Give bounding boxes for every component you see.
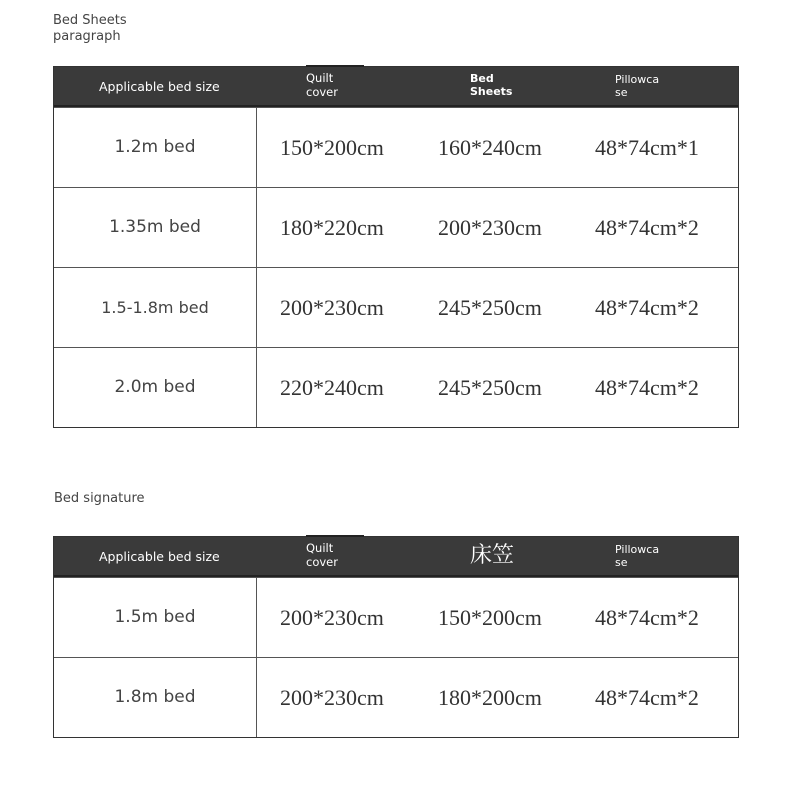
header-quilt-cover: Quilt cover (306, 541, 338, 569)
cell-bed-size: 1.35m bed (109, 217, 201, 237)
cell-fitted-sheet: 150*200cm (438, 605, 542, 630)
table-row (54, 267, 738, 347)
cell-quilt-cover: 200*230cm (280, 685, 384, 710)
cell-pillowcase: 48*74cm*2 (595, 375, 699, 400)
cell-bed-size: 2.0m bed (114, 377, 196, 397)
cell-bed-size: 1.2m bed (114, 137, 196, 157)
cell-pillowcase: 48*74cm*2 (595, 605, 699, 630)
header-pillowcase: Pillowca se (615, 73, 660, 99)
cell-pillowcase: 48*74cm*2 (595, 685, 699, 710)
bed-signature-size-table (53, 536, 739, 738)
cell-pillowcase: 48*74cm*2 (595, 295, 699, 320)
table-header (54, 537, 738, 577)
cell-bed-size: 1.5m bed (114, 607, 196, 627)
table-row (54, 347, 738, 427)
header-fitted-sheet: 床笠 (470, 543, 515, 568)
cell-bed-sheets: 200*230cm (438, 215, 542, 240)
header-pillowcase: Pillowca se (615, 543, 660, 569)
cell-quilt-cover: 220*240cm (280, 375, 384, 400)
cell-bed-sheets: 245*250cm (438, 295, 542, 320)
cell-quilt-cover: 200*230cm (280, 295, 384, 320)
table-row (54, 187, 738, 267)
cell-pillowcase: 48*74cm*2 (595, 215, 699, 240)
table-row (54, 657, 738, 737)
cell-bed-sheets: 245*250cm (438, 375, 542, 400)
cell-quilt-cover: 180*220cm (280, 215, 384, 240)
section-title-bed-signature: Bed signature (54, 491, 145, 506)
header-bed-size: Applicable bed size (99, 79, 220, 94)
header-bed-size: Applicable bed size (99, 549, 220, 564)
header-tab-accent (306, 535, 364, 537)
cell-quilt-cover: 150*200cm (280, 135, 384, 160)
cell-bed-sheets: 160*240cm (438, 135, 542, 160)
cell-pillowcase: 48*74cm*1 (595, 135, 699, 160)
table-row (54, 107, 738, 187)
cell-bed-size: 1.5-1.8m bed (101, 298, 209, 317)
table-header (54, 67, 738, 107)
cell-bed-size: 1.8m bed (114, 687, 196, 707)
bed-sheets-size-table (53, 66, 739, 428)
cell-fitted-sheet: 180*200cm (438, 685, 542, 710)
table-row (54, 577, 738, 657)
section-title-bed-sheets: Bed Sheets paragraph (53, 13, 127, 44)
header-quilt-cover: Quilt cover (306, 71, 338, 99)
header-bed-sheets: Bed Sheets (470, 72, 513, 98)
header-tab-accent (306, 65, 364, 67)
cell-quilt-cover: 200*230cm (280, 605, 384, 630)
